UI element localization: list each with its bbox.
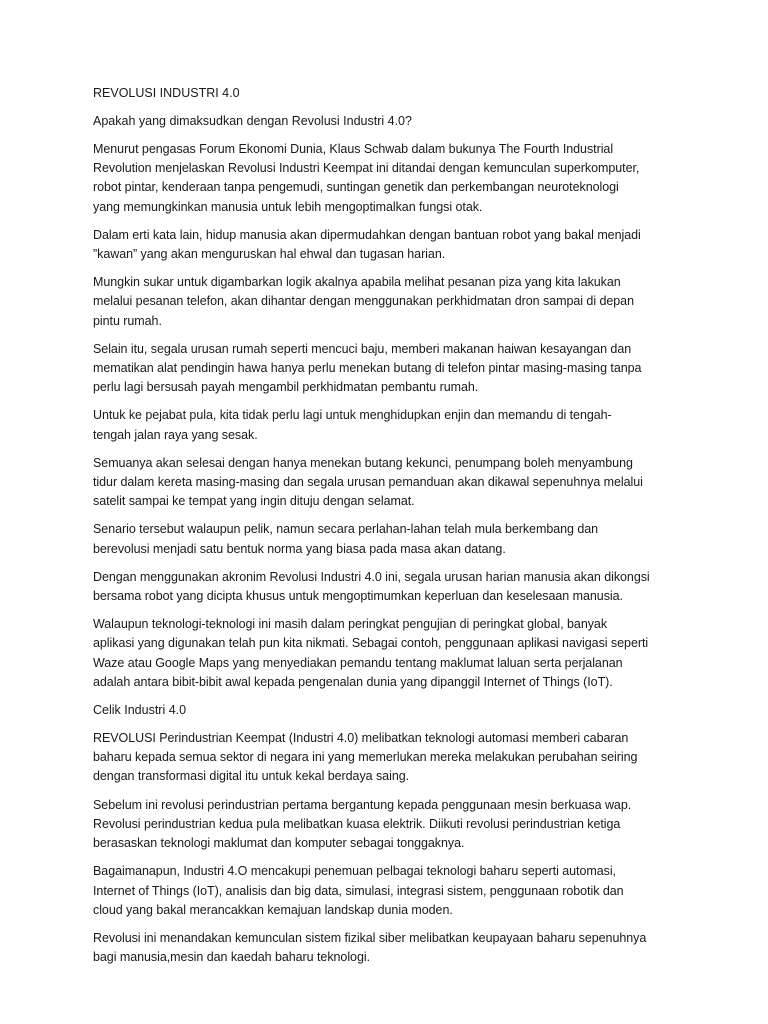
paragraph-line: bersama robot yang dicipta khusus untuk mengoptimumkan keperluan dan keselesaan manusia. xyxy=(93,589,623,604)
document-title: REVOLUSI INDUSTRI 4.0 xyxy=(93,86,240,100)
paragraph-line: robot pintar, kenderaan tanpa pengemudi, suntingan genetik dan perkembangan neuroteknologi xyxy=(93,180,619,195)
paragraph-line: Selain itu, segala urusan rumah seperti mencuci baju, memberi makanan haiwan kesayangan dan xyxy=(93,341,632,356)
paragraph-line: satelit sampai ke tempat yang ingin dituju dengan selamat. xyxy=(93,494,415,509)
paragraph-line: ”kawan” yang akan menguruskan hal ehwal dan tugasan harian. xyxy=(93,247,446,262)
paragraph-line: Dalam erti kata lain, hidup manusia akan dipermudahkan dengan bantuan robot yang bakal menjadi xyxy=(93,227,641,242)
paragraph-line: Untuk ke pejabat pula, kita tidak perlu lagi untuk menghidupkan enjin dan memandu di tengah- xyxy=(93,408,612,423)
paragraph xyxy=(93,140,653,217)
paragraph-line: Revolusi ini menandakan kemunculan sistem fizikal siber melibatkan keupayaan baharu sepenuhnya xyxy=(93,930,647,945)
paragraph xyxy=(93,454,653,512)
paragraph-line: adalah antara bibit-bibit awal kepada pengenalan dunia yang dipanggil Internet of Things (IoT). xyxy=(93,674,613,689)
paragraph-line: Internet of Things (IoT), analisis dan big data, simulasi, integrasi sistem, penggunaan robotik dan xyxy=(93,883,624,898)
paragraph-line: Revolution menjelaskan Revolusi Industri Keempat ini ditandai dengan kemunculan superkomputer, xyxy=(93,161,640,176)
paragraph-line: berasaskan teknologi maklumat dan komputer sebagai tonggaknya. xyxy=(93,836,465,851)
paragraph-line: Sebelum ini revolusi perindustrian pertama bergantung kepada penggunaan mesin berkuasa wap. xyxy=(93,797,632,812)
paragraph xyxy=(93,568,653,606)
section-subheading: Celik Industri 4.0 xyxy=(93,703,187,718)
paragraph-line: baharu kepada semua sektor di negara ini yang memerlukan mereka melakukan perubahan seiring xyxy=(93,750,638,765)
paragraph xyxy=(93,615,653,692)
document-page xyxy=(93,84,653,976)
paragraph xyxy=(93,340,653,398)
paragraph xyxy=(93,729,653,787)
paragraph-line: tidur dalam kereta masing-masing dan segala urusan pemanduan akan dikawal sepenuhnya melalui xyxy=(93,475,643,490)
paragraph xyxy=(93,862,653,920)
paragraph-line: Semuanya akan selesai dengan hanya menekan butang kekunci, penumpang boleh menyambung xyxy=(93,455,633,470)
paragraph-group-2 xyxy=(93,729,653,967)
paragraph-line: yang memungkinkan manusia untuk lebih mengoptimalkan fungsi otak. xyxy=(93,199,483,214)
paragraph xyxy=(93,273,653,331)
paragraph-line: cloud yang bakal merancakkan kemajuan landskap dunia moden. xyxy=(93,902,453,917)
paragraph-line: Dengan menggunakan akronim Revolusi Industri 4.0 ini, segala urusan harian manusia akan dikongsi xyxy=(93,569,650,584)
paragraph-line: perlu lagi bersusah payah mengambil perkhidmatan pembantu rumah. xyxy=(93,380,479,395)
paragraph-line: Mungkin sukar untuk digambarkan logik akalnya apabila melihat pesanan piza yang kita lakukan xyxy=(93,275,621,290)
paragraph xyxy=(93,226,653,264)
paragraph-line: mematikan alat pendingin hawa hanya perlu menekan butang di telefon pintar masing-masing tanpa xyxy=(93,361,642,376)
paragraph-line: Revolusi perindustrian kedua pula melibatkan kuasa elektrik. Diikuti revolusi perindustrian ketiga xyxy=(93,816,621,831)
paragraph-line: berevolusi menjadi satu bentuk norma yang biasa pada masa akan datang. xyxy=(93,541,506,556)
paragraph-line: bagi manusia,mesin dan kaedah baharu teknologi. xyxy=(93,950,371,965)
paragraph-line: melalui pesanan telefon, akan dihantar dengan menggunakan perkhidmatan dron sampai di depan xyxy=(93,294,634,309)
document-question: Apakah yang dimaksudkan dengan Revolusi Industri 4.0? xyxy=(93,114,412,128)
paragraph-line: Waze atau Google Maps yang menyediakan pemandu tentang maklumat laluan serta perjalanan xyxy=(93,655,623,670)
paragraph xyxy=(93,520,653,558)
paragraph-line: Walaupun teknologi-teknologi ini masih dalam peringkat pengujian di peringkat global, banyak xyxy=(93,617,608,632)
paragraph-line: aplikasi yang digunakan telah pun kita nikmati. Sebagai contoh, penggunaan aplikasi navigasi seperti xyxy=(93,636,649,651)
paragraph-line: dengan transformasi digital itu untuk kekal berdaya saing. xyxy=(93,769,410,784)
paragraph xyxy=(93,406,653,444)
paragraph-line: tengah jalan raya yang sesak. xyxy=(93,427,258,442)
paragraph-line: pintu rumah. xyxy=(93,313,162,328)
paragraph-line: Menurut pengasas Forum Ekonomi Dunia, Klaus Schwab dalam bukunya The Fourth Industrial xyxy=(93,142,614,156)
paragraph xyxy=(93,796,653,854)
paragraph xyxy=(93,929,653,967)
paragraph-group-1 xyxy=(93,140,653,692)
paragraph-line: Senario tersebut walaupun pelik, namun secara perlahan-lahan telah mula berkembang dan xyxy=(93,522,599,537)
paragraph-line: Bagaimanapun, Industri 4.O mencakupi penemuan pelbagai teknologi baharu seperti automasi, xyxy=(93,864,616,879)
paragraph-line: REVOLUSI Perindustrian Keempat (Industri 4.0) melibatkan teknologi automasi memberi cabaran xyxy=(93,731,629,746)
